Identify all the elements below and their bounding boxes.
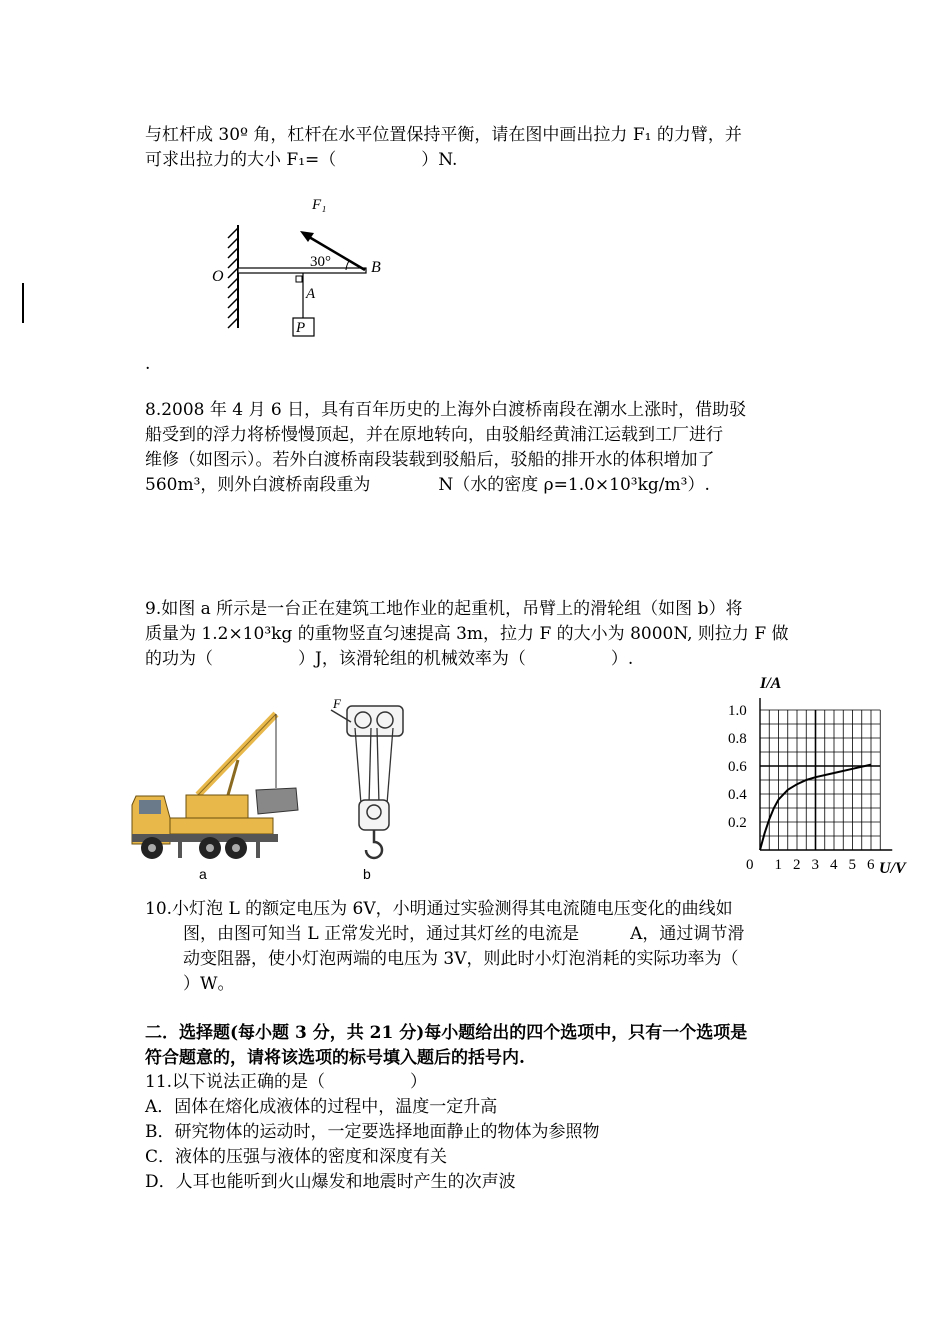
- x-tick-label: 4: [830, 857, 838, 873]
- q10-text-line-1: 10.小灯泡 L 的额定电压为 6V，小明通过实验测得其电流随电压变化的曲线如: [145, 899, 733, 919]
- current-voltage-chart: [720, 668, 925, 878]
- chart-tick-labels: [728, 703, 875, 873]
- q9-text-line-2: 质量为 1.2×10³kg 的重物竖直匀速提高 3m，拉力 F 的大小为 8000N, 则拉力 F 做: [145, 624, 789, 644]
- q11-stem: 11.以下说法正确的是（ ）: [145, 1072, 428, 1092]
- x-tick-label: 6: [867, 857, 875, 873]
- stray-period: .: [145, 354, 151, 374]
- chart-grid: [760, 710, 880, 850]
- q11-option-b: B．研究物体的运动时，一定要选择地面静止的物体为参照物: [145, 1122, 600, 1142]
- y-tick-label: 0.6: [728, 759, 747, 775]
- q11-option-d: D．人耳也能听到火山爆发和地震时产生的次声波: [145, 1172, 516, 1192]
- q9-text-line-3: 的功为（ ）J，该滑轮组的机械效率为（ ）.: [145, 649, 634, 669]
- q8-text-line-3: 维修（如图示）。若外白渡桥南段装载到驳船后，驳船的排开水的体积增加了: [145, 450, 715, 470]
- q7-text-line-2: 可求出拉力的大小 F₁=（ ）N.: [145, 150, 458, 170]
- pulley-force-label: F: [333, 696, 341, 711]
- q11-option-a: A．固体在熔化成液体的过程中，温度一定升高: [145, 1097, 498, 1117]
- angle-label: 30°: [310, 254, 331, 270]
- x-tick-label: 2: [793, 857, 801, 873]
- q8-text-line-2: 船受到的浮力将桥慢慢顶起，并在原地转向，由驳船经黄浦江运载到工厂进行: [145, 425, 723, 445]
- figure-a-caption: a: [199, 866, 207, 882]
- point-o-label: O: [212, 268, 224, 285]
- text-cursor: [22, 283, 24, 323]
- load-p-label: P: [296, 320, 306, 336]
- q10-text-line-2: 图，由图可知当 L 正常发光时，通过其灯丝的电流是 A，通过调节滑: [183, 924, 745, 944]
- y-axis-label: I/A: [760, 675, 782, 692]
- force-label: F₁: [312, 197, 327, 213]
- figure-b-caption: b: [363, 866, 371, 882]
- y-tick-label: 0.2: [728, 815, 747, 831]
- crane-truck-image: [128, 700, 308, 865]
- y-tick-label: 1.0: [728, 703, 747, 719]
- point-a-label: A: [306, 286, 316, 302]
- x-tick-label: 1: [774, 857, 782, 873]
- q8-text-line-4: 560m³，则外白渡桥南段重为 N（水的密度 ρ=1.0×10³kg/m³）.: [145, 475, 710, 495]
- pulley-block-image: [325, 692, 420, 862]
- x-tick-label: 5: [848, 857, 856, 873]
- x-tick-label: 0: [746, 857, 754, 873]
- y-tick-label: 0.8: [728, 731, 747, 747]
- x-axis-label: U/V: [879, 860, 906, 877]
- q7-text-line-1: 与杠杆成 30º 角，杠杆在水平位置保持平衡，请在图中画出拉力 F₁ 的力臂，并: [145, 125, 742, 145]
- lever-diagram: [200, 190, 410, 350]
- q10-text-line-4: ）W。: [183, 974, 235, 994]
- q8-text-line-1: 8.2008 年 4 月 6 日，具有百年历史的上海外白渡桥南段在潮水上涨时，借助驳: [145, 400, 747, 420]
- x-tick-label: 3: [811, 857, 819, 873]
- q9-text-line-1: 9.如图 a 所示是一台正在建筑工地作业的起重机，吊臂上的滑轮组（如图 b）将: [145, 599, 743, 619]
- section-2-heading-line-2: 符合题意的，请将该选项的标号填入题后的括号内.: [145, 1048, 525, 1068]
- section-2-heading-line-1: 二．选择题(每小题 3 分，共 21 分)每小题给出的四个选项中，只有一个选项是: [145, 1023, 748, 1043]
- y-tick-label: 0.4: [728, 787, 747, 803]
- q11-option-c: C．液体的压强与液体的密度和深度有关: [145, 1147, 448, 1167]
- q10-text-line-3: 动变阻器，使小灯泡两端的电压为 3V，则此时小灯泡消耗的实际功率为（: [183, 949, 739, 969]
- point-b-label: B: [371, 259, 381, 276]
